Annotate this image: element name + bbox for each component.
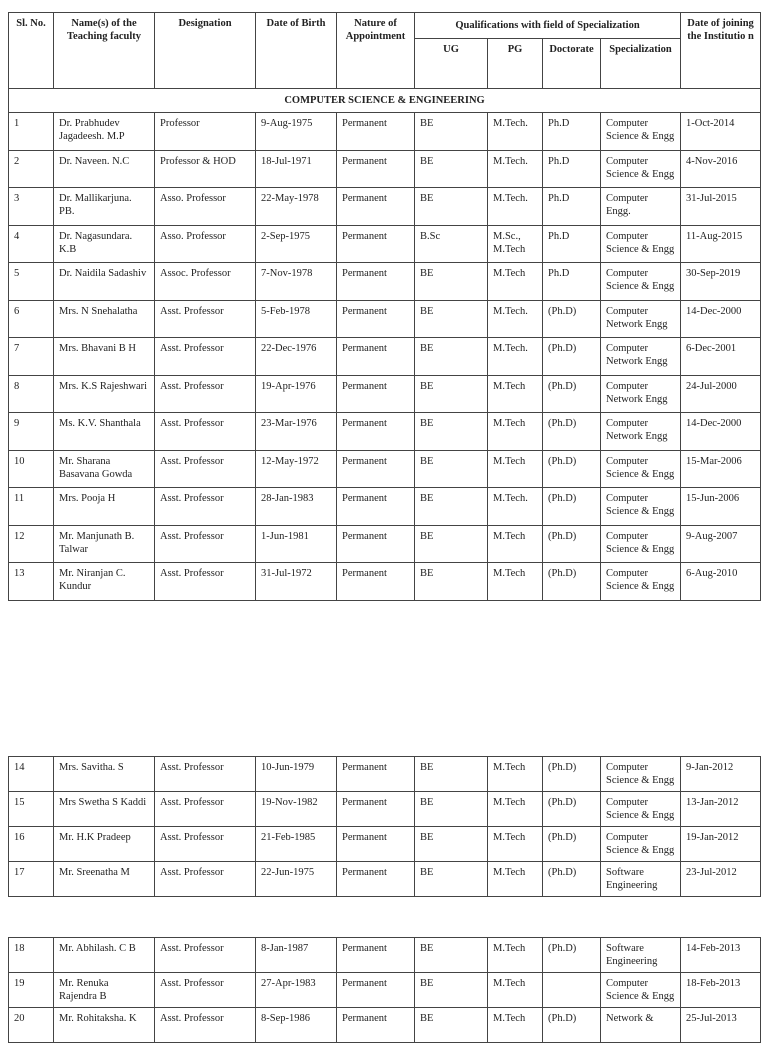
cell-joining: 13-Jan-2012 [681,792,761,827]
header-name: Name(s) of the Teaching faculty [54,13,155,89]
cell-doctorate: (Ph.D) [543,450,601,488]
header-joining: Date of joining the Institutio n [681,13,761,89]
cell-ug: BE [415,827,488,862]
cell-specialization: Computer Engg. [601,188,681,226]
table-row [9,938,761,973]
cell-doctorate: (Ph.D) [543,525,601,563]
cell-nature: Permanent [337,1008,415,1043]
header-nature: Nature of Appointment [337,13,415,89]
cell-designation: Asst. Professor [155,300,256,338]
table-row [9,300,761,338]
cell-doctorate: (Ph.D) [543,488,601,526]
cell-pg: M.Tech [488,450,543,488]
cell-joining: 23-Jul-2012 [681,862,761,897]
cell-specialization: Computer Science & Engg [601,757,681,792]
cell-dob: 19-Nov-1982 [256,792,337,827]
header-ug: UG [415,39,488,89]
cell-nature: Permanent [337,375,415,413]
cell-sl-no: 20 [9,1008,54,1043]
header-doctorate: Doctorate [543,39,601,89]
cell-joining: 6-Aug-2010 [681,563,761,601]
cell-joining: 4-Nov-2016 [681,150,761,188]
cell-pg: M.Tech. [488,150,543,188]
cell-pg: M.Tech. [488,338,543,376]
cell-ug: BE [415,263,488,301]
cell-designation: Asst. Professor [155,938,256,973]
cell-specialization: Computer Network Engg [601,413,681,451]
cell-pg: M.Tech [488,525,543,563]
cell-sl-no: 14 [9,757,54,792]
table-row [9,862,761,897]
cell-dob: 18-Jul-1971 [256,150,337,188]
cell-sl-no: 15 [9,792,54,827]
cell-specialization: Network & [601,1008,681,1043]
cell-nature: Permanent [337,188,415,226]
cell-nature: Permanent [337,525,415,563]
cell-specialization: Computer Science & Engg [601,113,681,151]
cell-pg: M.Sc., M.Tech [488,225,543,263]
cell-nature: Permanent [337,973,415,1008]
cell-name: Mr. Renuka Rajendra B [54,973,155,1008]
table-row [9,792,761,827]
cell-sl-no: 18 [9,938,54,973]
cell-name: Mrs. N Snehalatha [54,300,155,338]
table-row [9,973,761,1008]
table-row [9,488,761,526]
cell-nature: Permanent [337,450,415,488]
cell-pg: M.Tech. [488,113,543,151]
cell-dob: 10-Jun-1979 [256,757,337,792]
cell-dob: 5-Feb-1978 [256,300,337,338]
cell-designation: Asst. Professor [155,375,256,413]
table-row [9,263,761,301]
cell-joining: 14-Dec-2000 [681,300,761,338]
cell-dob: 8-Jan-1987 [256,938,337,973]
faculty-table-page3 [8,937,761,1043]
cell-ug: BE [415,792,488,827]
cell-ug: BE [415,862,488,897]
cell-nature: Permanent [337,757,415,792]
cell-doctorate: (Ph.D) [543,338,601,376]
cell-dob: 9-Aug-1975 [256,113,337,151]
cell-sl-no: 13 [9,563,54,601]
cell-pg: M.Tech [488,827,543,862]
cell-ug: BE [415,150,488,188]
cell-designation: Asst. Professor [155,338,256,376]
cell-pg: M.Tech [488,757,543,792]
cell-sl-no: 4 [9,225,54,263]
cell-sl-no: 3 [9,188,54,226]
cell-dob: 21-Feb-1985 [256,827,337,862]
faculty-table-page2 [8,756,761,897]
cell-ug: BE [415,413,488,451]
cell-designation: Professor [155,113,256,151]
cell-nature: Permanent [337,300,415,338]
section-title: COMPUTER SCIENCE & ENGINEERING [9,89,761,113]
cell-joining: 15-Mar-2006 [681,450,761,488]
faculty-table-page1 [8,12,761,601]
cell-name: Dr. Naveen. N.C [54,150,155,188]
cell-name: Mrs. K.S Rajeshwari [54,375,155,413]
cell-ug: BE [415,188,488,226]
table-row [9,1008,761,1043]
cell-designation: Asst. Professor [155,450,256,488]
cell-designation: Asso. Professor [155,188,256,226]
table-row [9,188,761,226]
cell-sl-no: 16 [9,827,54,862]
header-dob: Date of Birth [256,13,337,89]
cell-specialization: Computer Science & Engg [601,792,681,827]
cell-nature: Permanent [337,413,415,451]
cell-dob: 28-Jan-1983 [256,488,337,526]
header-specialization: Specialization [601,39,681,89]
cell-sl-no: 5 [9,263,54,301]
cell-doctorate: (Ph.D) [543,792,601,827]
cell-specialization: Software Engineering [601,862,681,897]
cell-nature: Permanent [337,113,415,151]
header-sl-no: Sl. No. [9,13,54,89]
cell-specialization: Computer Network Engg [601,375,681,413]
cell-designation: Asst. Professor [155,1008,256,1043]
cell-pg: M.Tech [488,263,543,301]
cell-dob: 8-Sep-1986 [256,1008,337,1043]
cell-joining: 25-Jul-2013 [681,1008,761,1043]
cell-doctorate: Ph.D [543,150,601,188]
cell-pg: M.Tech [488,413,543,451]
cell-nature: Permanent [337,827,415,862]
cell-sl-no: 10 [9,450,54,488]
cell-pg: M.Tech. [488,188,543,226]
cell-designation: Asst. Professor [155,862,256,897]
cell-doctorate: (Ph.D) [543,375,601,413]
cell-dob: 31-Jul-1972 [256,563,337,601]
cell-name: Mr. Rohitaksha. K [54,1008,155,1043]
cell-ug: BE [415,300,488,338]
cell-doctorate: Ph.D [543,225,601,263]
cell-doctorate: (Ph.D) [543,563,601,601]
cell-sl-no: 7 [9,338,54,376]
cell-designation: Asso. Professor [155,225,256,263]
cell-specialization: Computer Network Engg [601,338,681,376]
cell-sl-no: 1 [9,113,54,151]
cell-pg: M.Tech [488,1008,543,1043]
cell-sl-no: 17 [9,862,54,897]
cell-designation: Asst. Professor [155,563,256,601]
cell-designation: Asst. Professor [155,757,256,792]
cell-name: Mrs. Savitha. S [54,757,155,792]
cell-specialization: Computer Science & Engg [601,225,681,263]
cell-ug: BE [415,973,488,1008]
table-row [9,413,761,451]
cell-joining: 30-Sep-2019 [681,263,761,301]
cell-doctorate: Ph.D [543,188,601,226]
cell-nature: Permanent [337,225,415,263]
cell-ug: BE [415,757,488,792]
cell-doctorate: (Ph.D) [543,862,601,897]
cell-specialization: Computer Science & Engg [601,827,681,862]
cell-sl-no: 19 [9,973,54,1008]
cell-nature: Permanent [337,150,415,188]
cell-designation: Asst. Professor [155,525,256,563]
table-row [9,757,761,792]
cell-name: Mrs Swetha S Kaddi [54,792,155,827]
cell-ug: B.Sc [415,225,488,263]
cell-pg: M.Tech [488,792,543,827]
header-pg: PG [488,39,543,89]
cell-joining: 24-Jul-2000 [681,375,761,413]
cell-ug: BE [415,113,488,151]
cell-ug: BE [415,375,488,413]
table-row [9,375,761,413]
cell-doctorate: Ph.D [543,113,601,151]
cell-dob: 12-May-1972 [256,450,337,488]
cell-pg: M.Tech [488,375,543,413]
cell-designation: Asst. Professor [155,413,256,451]
cell-ug: BE [415,938,488,973]
cell-doctorate: (Ph.D) [543,827,601,862]
cell-pg: M.Tech [488,973,543,1008]
cell-ug: BE [415,488,488,526]
cell-doctorate: Ph.D [543,263,601,301]
cell-sl-no: 11 [9,488,54,526]
cell-dob: 27-Apr-1983 [256,973,337,1008]
cell-joining: 9-Aug-2007 [681,525,761,563]
cell-name: Mr. Sreenatha M [54,862,155,897]
cell-pg: M.Tech [488,563,543,601]
table-row [9,827,761,862]
cell-name: Mr. Niranjan C. Kundur [54,563,155,601]
cell-sl-no: 12 [9,525,54,563]
cell-ug: BE [415,563,488,601]
cell-name: Dr. Naidila Sadashiv [54,263,155,301]
cell-ug: BE [415,1008,488,1043]
cell-joining: 14-Dec-2000 [681,413,761,451]
cell-specialization: Computer Science & Engg [601,973,681,1008]
cell-designation: Professor & HOD [155,150,256,188]
cell-specialization: Software Engineering [601,938,681,973]
cell-specialization: Computer Science & Engg [601,563,681,601]
table-row [9,338,761,376]
cell-name: Dr. Mallikarjuna. PB. [54,188,155,226]
cell-nature: Permanent [337,938,415,973]
cell-nature: Permanent [337,563,415,601]
cell-name: Dr. Nagasundara. K.B [54,225,155,263]
cell-doctorate: (Ph.D) [543,938,601,973]
cell-name: Mr. Sharana Basavana Gowda [54,450,155,488]
header-designation: Designation [155,13,256,89]
cell-ug: BE [415,338,488,376]
cell-joining: 6-Dec-2001 [681,338,761,376]
cell-ug: BE [415,525,488,563]
cell-nature: Permanent [337,263,415,301]
cell-dob: 19-Apr-1976 [256,375,337,413]
cell-pg: M.Tech [488,938,543,973]
cell-joining: 9-Jan-2012 [681,757,761,792]
table-row [9,150,761,188]
cell-joining: 19-Jan-2012 [681,827,761,862]
cell-name: Mr. H.K Pradeep [54,827,155,862]
cell-specialization: Computer Science & Engg [601,488,681,526]
cell-dob: 22-Jun-1975 [256,862,337,897]
cell-name: Mrs. Bhavani B H [54,338,155,376]
cell-name: Ms. K.V. Shanthala [54,413,155,451]
cell-pg: M.Tech. [488,488,543,526]
table-row [9,563,761,601]
header-qualifications: Qualifications with field of Specialization [415,13,681,39]
cell-specialization: Computer Science & Engg [601,150,681,188]
cell-designation: Asst. Professor [155,792,256,827]
cell-nature: Permanent [337,338,415,376]
table-row [9,525,761,563]
cell-dob: 22-May-1978 [256,188,337,226]
cell-dob: 1-Jun-1981 [256,525,337,563]
cell-name: Dr. Prabhudev Jagadeesh. M.P [54,113,155,151]
cell-specialization: Computer Science & Engg [601,450,681,488]
cell-pg: M.Tech [488,862,543,897]
cell-doctorate: (Ph.D) [543,757,601,792]
cell-name: Mr. Abhilash. C B [54,938,155,973]
cell-joining: 15-Jun-2006 [681,488,761,526]
cell-sl-no: 6 [9,300,54,338]
cell-doctorate: (Ph.D) [543,413,601,451]
table-row [9,225,761,263]
cell-dob: 23-Mar-1976 [256,413,337,451]
cell-specialization: Computer Network Engg [601,300,681,338]
table-row [9,113,761,151]
cell-specialization: Computer Science & Engg [601,525,681,563]
cell-dob: 7-Nov-1978 [256,263,337,301]
cell-name: Mrs. Pooja H [54,488,155,526]
cell-sl-no: 9 [9,413,54,451]
cell-pg: M.Tech. [488,300,543,338]
cell-doctorate: (Ph.D) [543,300,601,338]
cell-joining: 18-Feb-2013 [681,973,761,1008]
cell-ug: BE [415,450,488,488]
cell-dob: 2-Sep-1975 [256,225,337,263]
cell-sl-no: 2 [9,150,54,188]
cell-joining: 1-Oct-2014 [681,113,761,151]
cell-dob: 22-Dec-1976 [256,338,337,376]
cell-nature: Permanent [337,488,415,526]
cell-doctorate [543,973,601,1008]
cell-sl-no: 8 [9,375,54,413]
cell-designation: Asst. Professor [155,827,256,862]
cell-specialization: Computer Science & Engg [601,263,681,301]
cell-nature: Permanent [337,792,415,827]
table-row [9,450,761,488]
cell-name: Mr. Manjunath B. Talwar [54,525,155,563]
cell-designation: Assoc. Professor [155,263,256,301]
cell-joining: 11-Aug-2015 [681,225,761,263]
cell-doctorate: (Ph.D) [543,1008,601,1043]
cell-designation: Asst. Professor [155,488,256,526]
cell-joining: 31-Jul-2015 [681,188,761,226]
cell-joining: 14-Feb-2013 [681,938,761,973]
cell-nature: Permanent [337,862,415,897]
cell-designation: Asst. Professor [155,973,256,1008]
